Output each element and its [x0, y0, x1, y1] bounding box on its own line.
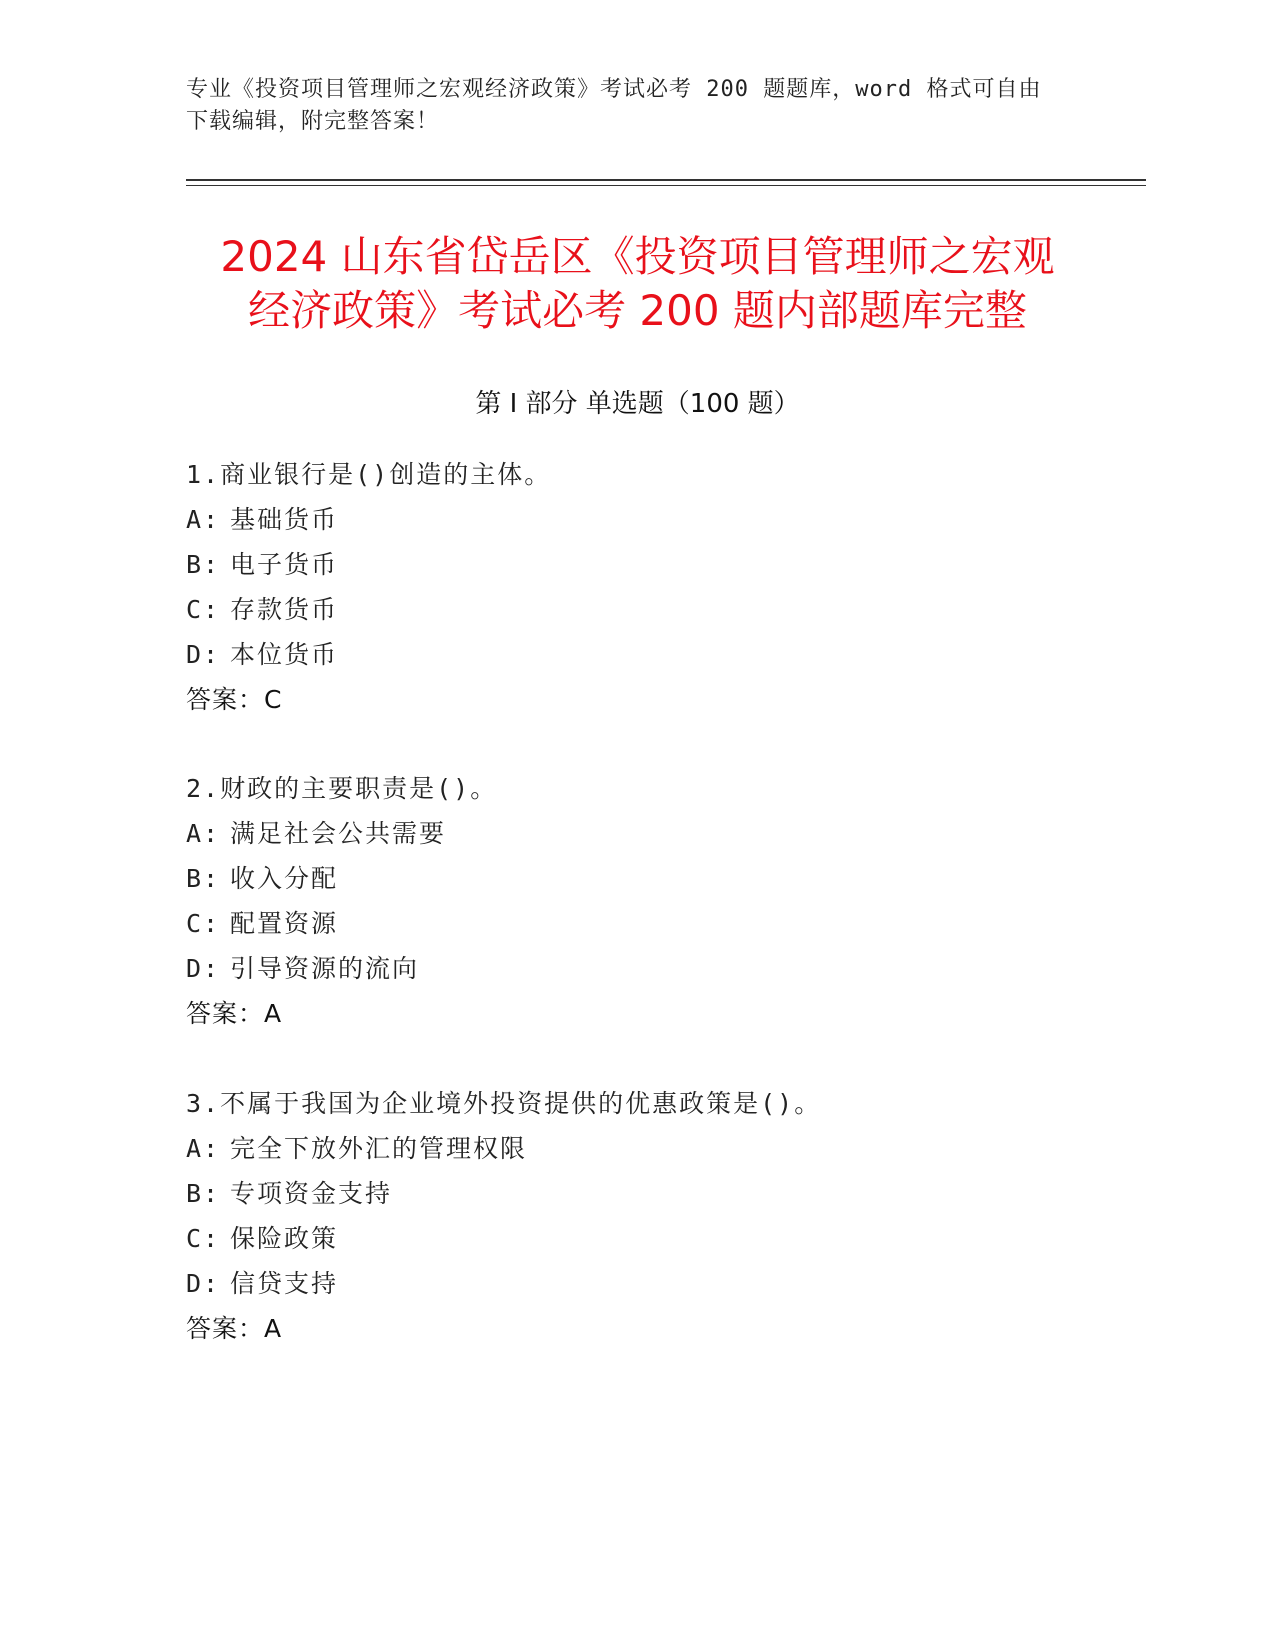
header-divider-thin — [186, 185, 1146, 186]
question-stem: 2.财政的主要职责是()。 — [186, 774, 498, 803]
option-key: A: — [186, 1134, 221, 1163]
option-b — [186, 542, 1146, 587]
option-key: B: — [186, 864, 221, 893]
option-text: 专项资金支持 — [230, 1179, 393, 1208]
question-stem: 1.商业银行是()创造的主体。 — [186, 460, 552, 489]
option-text: 保险政策 — [230, 1224, 339, 1253]
option-key: D: — [186, 954, 221, 983]
option-key: A: — [186, 819, 221, 848]
header-note-line-1: 专业《投资项目管理师之宏观经济政策》考试必考 200 题题库，word 格式可自由 — [186, 77, 1042, 102]
option-text: 本位货币 — [230, 640, 339, 669]
option-key: C: — [186, 595, 221, 624]
option-text: 引导资源的流向 — [230, 954, 420, 983]
option-c — [186, 1216, 1146, 1261]
answer-line: 答案：C — [186, 685, 283, 714]
option-d — [186, 1261, 1146, 1306]
option-key: A: — [186, 505, 221, 534]
option-d — [186, 632, 1146, 677]
option-key: D: — [186, 640, 221, 669]
option-b — [186, 1171, 1146, 1216]
option-key: C: — [186, 909, 221, 938]
document-title-line-1: 2024 山东省岱岳区《投资项目管理师之宏观 — [220, 232, 1055, 281]
option-text: 存款货币 — [230, 595, 339, 624]
option-text: 收入分配 — [230, 864, 339, 893]
option-d — [186, 946, 1146, 991]
answer-line: 答案：A — [186, 1314, 283, 1343]
option-text: 完全下放外汇的管理权限 — [230, 1134, 528, 1163]
option-a — [186, 811, 1146, 856]
option-text: 满足社会公共需要 — [230, 819, 447, 848]
option-c — [186, 901, 1146, 946]
document-title — [150, 230, 1125, 338]
option-b — [186, 856, 1146, 901]
option-key: B: — [186, 1179, 221, 1208]
option-text: 基础货币 — [230, 505, 339, 534]
option-a — [186, 497, 1146, 542]
question-3 — [186, 1081, 1146, 1351]
option-text: 电子货币 — [230, 550, 339, 579]
question-1 — [186, 452, 1146, 722]
option-text: 配置资源 — [230, 909, 339, 938]
header-note — [186, 74, 1086, 138]
option-key: C: — [186, 1224, 221, 1253]
header-divider-thick — [186, 179, 1146, 181]
option-c — [186, 587, 1146, 632]
section-heading: 第 I 部分 单选题（100 题） — [475, 389, 800, 419]
question-2 — [186, 766, 1146, 1036]
option-key: D: — [186, 1269, 221, 1298]
question-stem: 3.不属于我国为企业境外投资提供的优惠政策是()。 — [186, 1089, 822, 1118]
answer-line: 答案：A — [186, 999, 283, 1028]
option-key: B: — [186, 550, 221, 579]
header-note-line-2: 下载编辑，附完整答案！ — [186, 109, 440, 134]
option-text: 信贷支持 — [230, 1269, 339, 1298]
document-title-line-2: 经济政策》考试必考 200 题内部题库完整 — [248, 286, 1027, 335]
option-a — [186, 1126, 1146, 1171]
